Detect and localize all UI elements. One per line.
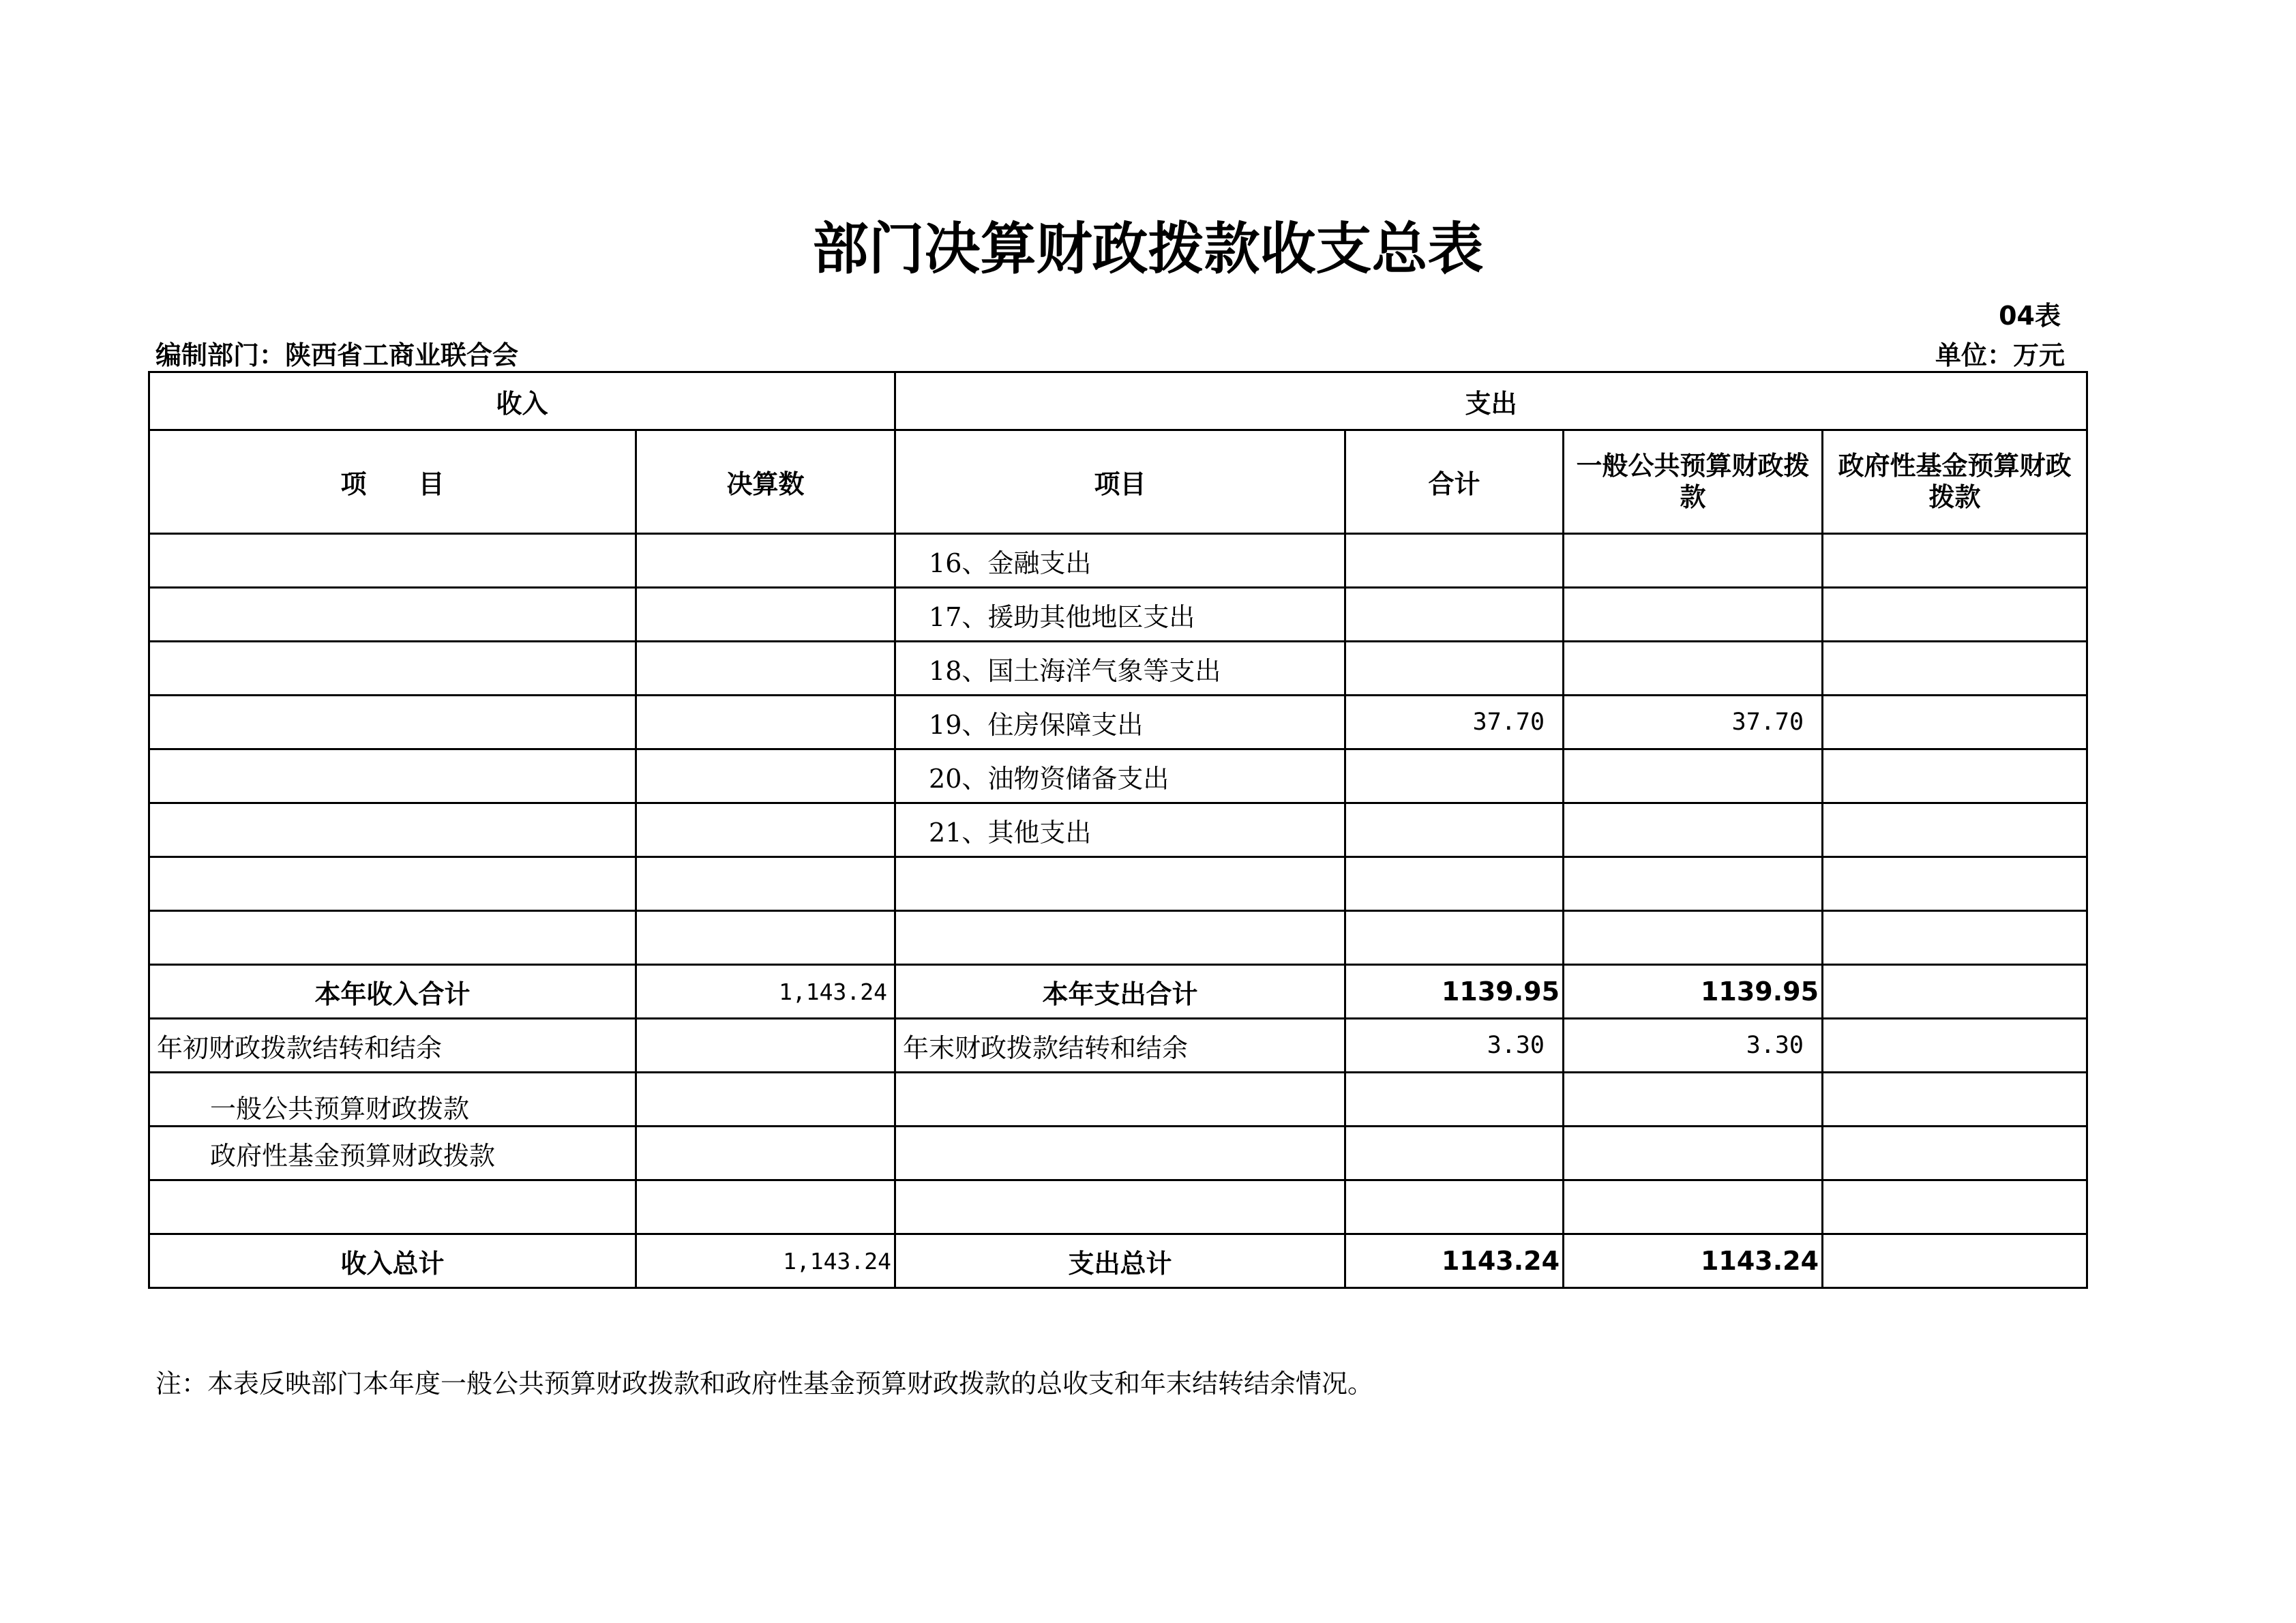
empty-cell xyxy=(895,1180,1345,1234)
expense-general-cell xyxy=(1564,911,1823,965)
blank-row xyxy=(149,1180,2087,1234)
form-number: 04表 xyxy=(1999,301,2061,331)
header-row-1 xyxy=(149,372,2087,430)
expense-general-cell xyxy=(1564,588,1823,642)
income-item-cell xyxy=(149,803,636,857)
income-item-cell xyxy=(149,857,636,911)
income-header: 收入 xyxy=(149,372,895,430)
expense-total-cell xyxy=(1345,803,1564,857)
grand-income-total-label: 收入总计 xyxy=(149,1234,636,1288)
income-amount-cell xyxy=(636,911,895,965)
table-row xyxy=(149,749,2087,803)
expense-fund-cell xyxy=(1823,588,2087,642)
income-amount-cell xyxy=(636,642,895,696)
empty-cell xyxy=(895,1073,1345,1127)
table-row xyxy=(149,534,2087,588)
income-item-cell xyxy=(149,749,636,803)
carry-row xyxy=(149,1019,2087,1073)
carry-expense-fund xyxy=(1823,1019,2087,1073)
expense-item-cell: 16、金融支出 xyxy=(895,534,1345,588)
empty-cell xyxy=(636,1127,895,1180)
grand-expense-total-label: 支出总计 xyxy=(895,1234,1345,1288)
table-row xyxy=(149,911,2087,965)
fund-sub-row xyxy=(149,1127,2087,1180)
expense-total-cell xyxy=(1345,534,1564,588)
carry-income-label: 年初财政拨款结转和结余 xyxy=(149,1019,636,1073)
carry-income-amount xyxy=(636,1019,895,1073)
fund-sub-label: 政府性基金预算财政拨款 xyxy=(149,1127,636,1180)
expense-general-cell xyxy=(1564,749,1823,803)
expense-header: 支出 xyxy=(895,372,2087,430)
expense-item-cell xyxy=(895,857,1345,911)
income-item-cell xyxy=(149,588,636,642)
income-amount-cell xyxy=(636,588,895,642)
empty-cell xyxy=(1564,1073,1823,1127)
grand-expense-general: 1143.24 xyxy=(1564,1234,1823,1288)
table-row xyxy=(149,588,2087,642)
expense-item-cell: 21、其他支出 xyxy=(895,803,1345,857)
table-row xyxy=(149,642,2087,696)
empty-cell xyxy=(1345,1180,1564,1234)
footnote: 注：本表反映部门本年度一般公共预算财政拨款和政府性基金预算财政拨款的总收支和年末结转结余情况。 xyxy=(155,1369,1374,1399)
expense-fund-header: 政府性基金预算财政拨款 xyxy=(1823,430,2087,534)
empty-cell xyxy=(636,1073,895,1127)
expense-fund-cell xyxy=(1823,696,2087,749)
income-item-cell xyxy=(149,642,636,696)
income-amount-cell xyxy=(636,803,895,857)
expense-total-header: 合计 xyxy=(1345,430,1564,534)
expense-fund-cell xyxy=(1823,911,2087,965)
income-item-header: 项 目 xyxy=(149,430,636,534)
expense-general-cell: 37.70 xyxy=(1564,696,1823,749)
expense-item-header: 项目 xyxy=(895,430,1345,534)
empty-cell xyxy=(1823,1073,2087,1127)
income-amount-header: 决算数 xyxy=(636,430,895,534)
year-total-row xyxy=(149,965,2087,1019)
carry-expense-general: 3.30 xyxy=(1564,1019,1823,1073)
empty-cell xyxy=(1823,1127,2087,1180)
empty-cell xyxy=(1823,1180,2087,1234)
expense-total-cell: 37.70 xyxy=(1345,696,1564,749)
table-row xyxy=(149,803,2087,857)
year-expense-general: 1139.95 xyxy=(1564,965,1823,1019)
meta-row xyxy=(155,334,2065,372)
year-expense-total: 1139.95 xyxy=(1345,965,1564,1019)
carry-expense-label: 年末财政拨款结转和结余 xyxy=(895,1019,1345,1073)
expense-general-cell xyxy=(1564,857,1823,911)
table-row xyxy=(149,857,2087,911)
income-item-cell xyxy=(149,696,636,749)
income-amount-cell xyxy=(636,857,895,911)
general-sub-row xyxy=(149,1073,2087,1127)
expense-total-cell xyxy=(1345,642,1564,696)
empty-cell xyxy=(895,1127,1345,1180)
year-expense-total-label: 本年支出合计 xyxy=(895,965,1345,1019)
budget-table xyxy=(148,371,2088,1289)
year-expense-fund xyxy=(1823,965,2087,1019)
empty-cell xyxy=(1345,1073,1564,1127)
income-amount-cell xyxy=(636,696,895,749)
empty-cell xyxy=(149,1180,636,1234)
carry-expense-total: 3.30 xyxy=(1345,1019,1564,1073)
expense-item-cell: 20、油物资储备支出 xyxy=(895,749,1345,803)
expense-fund-cell xyxy=(1823,803,2087,857)
empty-cell xyxy=(1345,1127,1564,1180)
expense-item-cell: 17、援助其他地区支出 xyxy=(895,588,1345,642)
income-item-cell xyxy=(149,534,636,588)
general-sub-label: 一般公共预算财政拨款 xyxy=(149,1073,636,1127)
department-label: 编制部门：陕西省工商业联合会 xyxy=(155,340,519,370)
year-income-total-label: 本年收入合计 xyxy=(149,965,636,1019)
expense-general-cell xyxy=(1564,642,1823,696)
expense-total-cell xyxy=(1345,588,1564,642)
grand-expense-fund xyxy=(1823,1234,2087,1288)
year-income-total-amount: 1,143.24 xyxy=(636,965,895,1019)
expense-fund-cell xyxy=(1823,534,2087,588)
grand-expense-total: 1143.24 xyxy=(1345,1234,1564,1288)
expense-item-cell xyxy=(895,911,1345,965)
page-title: 部门决算财政拨款收支总表 xyxy=(812,217,1484,282)
grand-total-row xyxy=(149,1234,2087,1288)
table-row xyxy=(149,696,2087,749)
income-item-cell xyxy=(149,911,636,965)
expense-total-cell xyxy=(1345,911,1564,965)
expense-fund-cell xyxy=(1823,642,2087,696)
expense-item-cell: 19、住房保障支出 xyxy=(895,696,1345,749)
income-amount-cell xyxy=(636,749,895,803)
expense-total-cell xyxy=(1345,857,1564,911)
expense-general-header: 一般公共预算财政拨款 xyxy=(1564,430,1823,534)
expense-general-cell xyxy=(1564,534,1823,588)
expense-fund-cell xyxy=(1823,749,2087,803)
empty-cell xyxy=(1564,1127,1823,1180)
grand-income-total-amount: 1,143.24 xyxy=(636,1234,895,1288)
expense-total-cell xyxy=(1345,749,1564,803)
empty-cell xyxy=(1564,1180,1823,1234)
expense-general-cell xyxy=(1564,803,1823,857)
income-amount-cell xyxy=(636,534,895,588)
empty-cell xyxy=(636,1180,895,1234)
header-row-2 xyxy=(149,430,2087,534)
unit-label: 单位：万元 xyxy=(1935,340,2065,370)
expense-item-cell: 18、国土海洋气象等支出 xyxy=(895,642,1345,696)
expense-fund-cell xyxy=(1823,857,2087,911)
